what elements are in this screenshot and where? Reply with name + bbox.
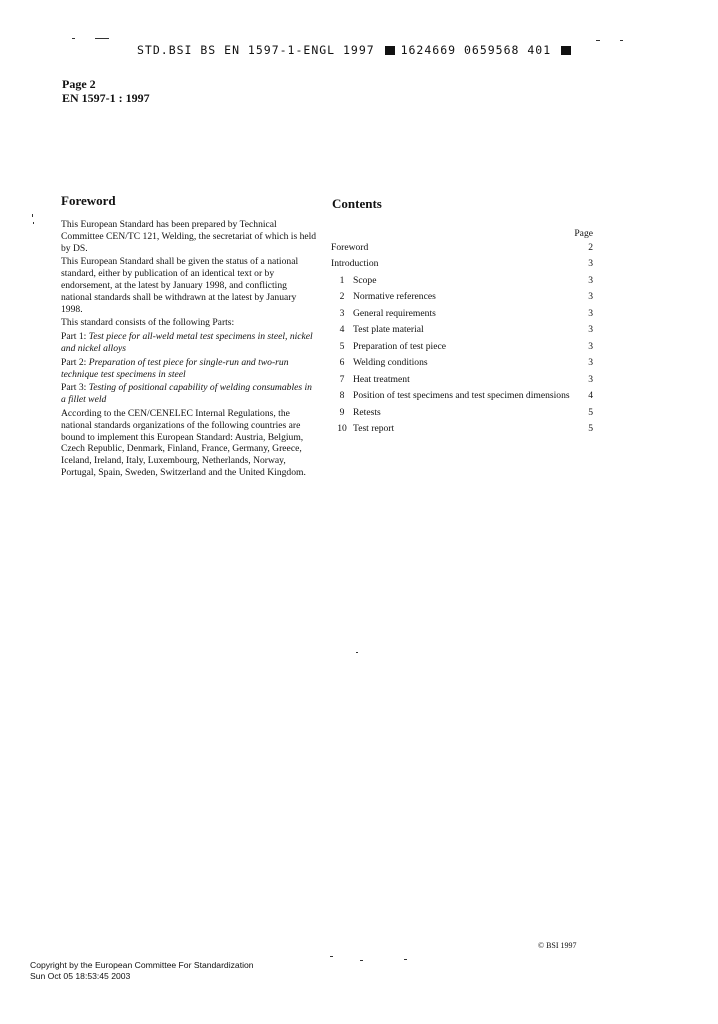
copyright-stamp: © BSI 1997: [538, 941, 577, 950]
toc-entry-title: General requirements: [353, 307, 436, 319]
foreword-paragraph: This standard consists of the following Parts:: [61, 317, 235, 329]
toc-entry: [331, 374, 593, 386]
toc-entry-title: Position of test specimens and test specimen dimensions: [353, 390, 570, 402]
toc-entry: [331, 242, 593, 254]
toc-entry-page: 3: [588, 274, 593, 286]
header-code-number: 1624669 0659568 401: [400, 43, 552, 57]
standard-number: EN 1597-1 : 1997: [62, 91, 150, 105]
scan-speck: [33, 222, 34, 224]
toc-entry-page: 3: [588, 373, 593, 385]
timestamp-line: Sun Oct 05 18:53:45 2003: [30, 970, 131, 981]
foreword-paragraph: This European Standard has been prepared by Technical Committee CEN/TC 121, Welding, the secretariat of which is held by DS.: [61, 219, 317, 254]
scan-speck: [72, 38, 75, 39]
toc-entry-title: Foreword: [331, 241, 369, 253]
toc-entry-number: 8: [339, 390, 345, 402]
toc-entry-page: 5: [588, 406, 593, 418]
foreword-paragraph: This European Standard shall be given the status of a national standard, either by publication of an identical text or by endorsement, at the latest by January 1998, and conflicting national standards shall be withdrawn at the latest by January 1998.: [61, 256, 299, 315]
toc-entry-title: Scope: [353, 274, 377, 286]
toc-list: [331, 242, 593, 435]
part-title: Testing of positional capability of welding consumables in a fillet weld: [61, 382, 312, 406]
toc-entry-title: Welding conditions: [353, 357, 428, 369]
toc-entry-title: Heat treatment: [353, 373, 410, 385]
table-of-contents: [331, 228, 593, 440]
scan-speck: [95, 38, 109, 39]
toc-entry-title: Introduction: [331, 258, 379, 270]
toc-entry-page: 3: [588, 258, 593, 270]
toc-entry-number: 2: [339, 291, 345, 303]
toc-entry: [331, 390, 593, 402]
toc-entry-title: Preparation of test piece: [353, 340, 446, 352]
toc-entry: [331, 423, 593, 435]
part-item: [61, 382, 317, 406]
toc-entry: [331, 291, 593, 303]
foreword-heading: Foreword: [61, 193, 116, 208]
toc-entry-number: 5: [339, 340, 345, 352]
header-code-text: STD.BSI BS EN 1597-1-ENGL 1997: [137, 43, 375, 57]
scan-speck: [356, 652, 358, 653]
toc-entry-number: 6: [339, 357, 345, 369]
redaction-block: [385, 46, 395, 55]
page-column-header: Page: [574, 228, 593, 239]
toc-entry-number: 4: [339, 324, 345, 336]
toc-entry: [331, 341, 593, 353]
scan-speck: [330, 956, 333, 957]
toc-entry-page: 2: [588, 241, 593, 253]
toc-entry-page: 5: [588, 423, 593, 435]
toc-entry: [331, 308, 593, 320]
toc-entry-page: 4: [588, 390, 593, 402]
copyright-footer: [30, 960, 254, 981]
toc-entry: [331, 258, 593, 270]
toc-entry-title: Normative references: [353, 291, 436, 303]
part-item: [61, 331, 317, 355]
part-label: Part 1:: [61, 331, 87, 343]
toc-entry: [331, 407, 593, 419]
toc-entry-title: Test report: [353, 423, 395, 435]
toc-entry-number: 1: [339, 274, 345, 286]
scan-speck: [360, 960, 363, 961]
toc-entry-page: 3: [588, 324, 593, 336]
scan-speck: [620, 40, 623, 41]
part-item: [61, 357, 317, 381]
part-title: Test piece for all-weld metal test specimens in steel, nickel and nickel alloys: [61, 331, 313, 354]
toc-entry-number: 9: [339, 406, 345, 418]
toc-entry: [331, 324, 593, 336]
part-label: Part 3:: [61, 382, 87, 394]
foreword-paragraph: According to the CEN/CENELEC Internal Regulations, the national standards organizations of the following countries are bound to implement this European Standard: Austria, Belgium, Czech Republic, Denmark, Finland, France, Germany, Greece, Iceland, Ireland, Italy, Luxembourg, Netherlands, Norway, Portugal, Spain, Sweden, Switzerland and the United Kingdom.: [61, 407, 306, 478]
toc-entry-page: 3: [588, 340, 593, 352]
toc-entry-number: 3: [339, 307, 345, 319]
redaction-block: [561, 46, 571, 55]
copyright-line: Copyright by the European Committee For Standardization: [30, 960, 254, 970]
page-identifier: [62, 77, 150, 105]
toc-entry-title: Retests: [353, 406, 381, 418]
toc-entry-page: 3: [588, 291, 593, 303]
scan-speck: [404, 959, 407, 960]
toc-entry-title: Test plate material: [353, 324, 424, 336]
foreword-body: [61, 219, 317, 481]
toc-entry-number: 10: [337, 423, 347, 435]
scan-speck: [32, 214, 33, 217]
contents-heading: Contents: [332, 196, 382, 211]
toc-entry-page: 3: [588, 307, 593, 319]
page-number: Page 2: [62, 77, 96, 91]
part-label: Part 2:: [61, 356, 87, 368]
document-header-code: [137, 42, 577, 58]
toc-entry: [331, 357, 593, 369]
toc-entry-number: 7: [339, 373, 345, 385]
toc-entry-page: 3: [588, 357, 593, 369]
part-title: Preparation of test piece for single-run and two-run technique test specimens in steel: [61, 356, 289, 380]
toc-entry: [331, 275, 593, 287]
scan-speck: [596, 40, 600, 41]
